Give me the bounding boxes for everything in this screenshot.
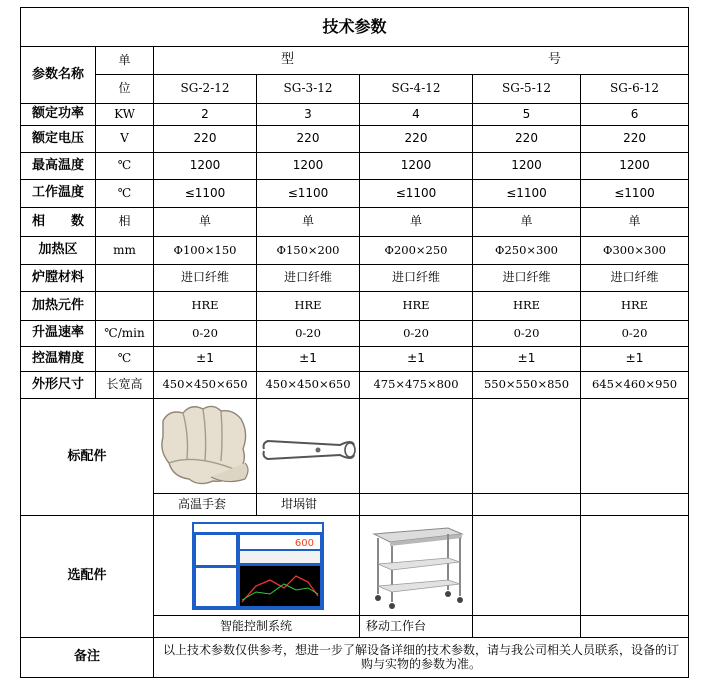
row-unit: ℃ <box>96 180 154 208</box>
model-sg-4-12: SG-4-12 <box>360 75 473 104</box>
empty-cell <box>581 399 689 494</box>
row-value: 645×460×950 <box>581 372 689 399</box>
row-value: 475×475×800 <box>360 372 473 399</box>
row-value: 0-20 <box>257 321 360 347</box>
row-value: 220 <box>154 126 257 153</box>
row-value: HRE <box>154 292 257 321</box>
row-label: 相 数 <box>21 208 96 237</box>
row-value: HRE <box>360 292 473 321</box>
row-value: 1200 <box>154 153 257 180</box>
screen-value: 600 <box>294 538 314 549</box>
row-value: 1200 <box>473 153 581 180</box>
row-value: 220 <box>360 126 473 153</box>
row-value: Φ300×300 <box>581 237 689 265</box>
optional-item-work-table: 移动工作台 <box>360 616 473 638</box>
row-value: 0-20 <box>154 321 257 347</box>
row-value: ±1 <box>154 347 257 372</box>
table-title: 技术参数 <box>21 8 689 47</box>
row-unit: 相 <box>96 208 154 237</box>
crucible-tongs-icon <box>258 399 358 493</box>
standard-label: 标配件 <box>21 399 154 516</box>
row-label: 额定功率 <box>21 104 96 126</box>
row-unit: KW <box>96 104 154 126</box>
glove-icon <box>155 399 255 493</box>
mobile-work-table-icon <box>368 520 464 610</box>
empty-cell <box>473 494 581 516</box>
row-label: 工作温度 <box>21 180 96 208</box>
row-value: 进口纤维 <box>154 265 257 292</box>
row-unit: ℃/min <box>96 321 154 347</box>
row-value: ±1 <box>257 347 360 372</box>
row-value: 1200 <box>257 153 360 180</box>
row-unit <box>96 265 154 292</box>
row-value: Φ250×300 <box>473 237 581 265</box>
empty-cell <box>581 494 689 516</box>
row-value: 单 <box>154 208 257 237</box>
row-value: ≤1100 <box>154 180 257 208</box>
row-label: 加热区 <box>21 237 96 265</box>
row-value: 2 <box>154 104 257 126</box>
row-unit <box>96 292 154 321</box>
row-unit: ℃ <box>96 153 154 180</box>
row-value: 4 <box>360 104 473 126</box>
remark-text: 以上技术参数仅供参考，想进一步了解设备详细的技术参数，请与我公司相关人员联系，设备的订购与实物的参数为准。 <box>154 638 689 678</box>
row-value: ≤1100 <box>473 180 581 208</box>
control-system-image-cell <box>154 516 360 616</box>
row-value: ≤1100 <box>360 180 473 208</box>
optional-label: 选配件 <box>21 516 154 638</box>
row-value: 0-20 <box>473 321 581 347</box>
row-value: 进口纤维 <box>581 265 689 292</box>
row-value: 220 <box>257 126 360 153</box>
empty-cell <box>581 516 689 616</box>
empty-cell <box>360 399 473 494</box>
standard-item-glove: 高温手套 <box>154 494 257 516</box>
optional-item-control-system: 智能控制系统 <box>154 616 360 638</box>
row-value: ±1 <box>473 347 581 372</box>
work-table-image-cell <box>360 516 473 616</box>
unit-header-top: 单 <box>96 47 154 75</box>
row-value: 进口纤维 <box>360 265 473 292</box>
row-value: 1200 <box>360 153 473 180</box>
row-value: ≤1100 <box>257 180 360 208</box>
empty-cell <box>473 516 581 616</box>
row-value: 220 <box>473 126 581 153</box>
row-value: 450×450×650 <box>257 372 360 399</box>
row-value: Φ200×250 <box>360 237 473 265</box>
row-value: Φ150×200 <box>257 237 360 265</box>
row-value: 单 <box>473 208 581 237</box>
row-value: 0-20 <box>360 321 473 347</box>
row-unit: V <box>96 126 154 153</box>
row-value: HRE <box>473 292 581 321</box>
row-value: 进口纤维 <box>257 265 360 292</box>
row-value: 单 <box>257 208 360 237</box>
row-label: 外形尺寸 <box>21 372 96 399</box>
empty-cell <box>360 494 473 516</box>
row-value: 1200 <box>581 153 689 180</box>
row-value: ±1 <box>360 347 473 372</box>
remark-label: 备注 <box>21 638 154 678</box>
row-label: 最高温度 <box>21 153 96 180</box>
tongs-image-cell <box>257 399 360 494</box>
row-value: ±1 <box>581 347 689 372</box>
row-value: 5 <box>473 104 581 126</box>
control-screen-icon <box>192 522 324 610</box>
row-value: 6 <box>581 104 689 126</box>
model-char-1: 型 <box>281 52 295 68</box>
row-value: HRE <box>581 292 689 321</box>
glove-image-cell <box>154 399 257 494</box>
row-value: ≤1100 <box>581 180 689 208</box>
row-unit: 长宽高 <box>96 372 154 399</box>
model-header <box>154 47 689 75</box>
row-value: Φ100×150 <box>154 237 257 265</box>
model-sg-6-12: SG-6-12 <box>581 75 689 104</box>
model-sg-3-12: SG-3-12 <box>257 75 360 104</box>
row-value: 220 <box>581 126 689 153</box>
row-label: 额定电压 <box>21 126 96 153</box>
row-unit: ℃ <box>96 347 154 372</box>
row-value: 450×450×650 <box>154 372 257 399</box>
row-label: 升温速率 <box>21 321 96 347</box>
spec-table <box>20 7 689 678</box>
row-value: 单 <box>581 208 689 237</box>
empty-cell <box>473 616 581 638</box>
row-value: 单 <box>360 208 473 237</box>
row-label: 炉膛材料 <box>21 265 96 292</box>
row-value: HRE <box>257 292 360 321</box>
standard-item-tongs: 坩埚钳 <box>257 494 360 516</box>
row-value: 0-20 <box>581 321 689 347</box>
row-label: 控温精度 <box>21 347 96 372</box>
model-sg-2-12: SG-2-12 <box>154 75 257 104</box>
row-value: 进口纤维 <box>473 265 581 292</box>
unit-header-bottom: 位 <box>96 75 154 104</box>
row-value: 550×550×850 <box>473 372 581 399</box>
param-name-header: 参数名称 <box>21 47 96 104</box>
empty-cell <box>473 399 581 494</box>
row-label: 加热元件 <box>21 292 96 321</box>
row-unit: mm <box>96 237 154 265</box>
empty-cell <box>581 616 689 638</box>
model-sg-5-12: SG-5-12 <box>473 75 581 104</box>
model-char-2: 号 <box>548 52 562 68</box>
row-value: 3 <box>257 104 360 126</box>
